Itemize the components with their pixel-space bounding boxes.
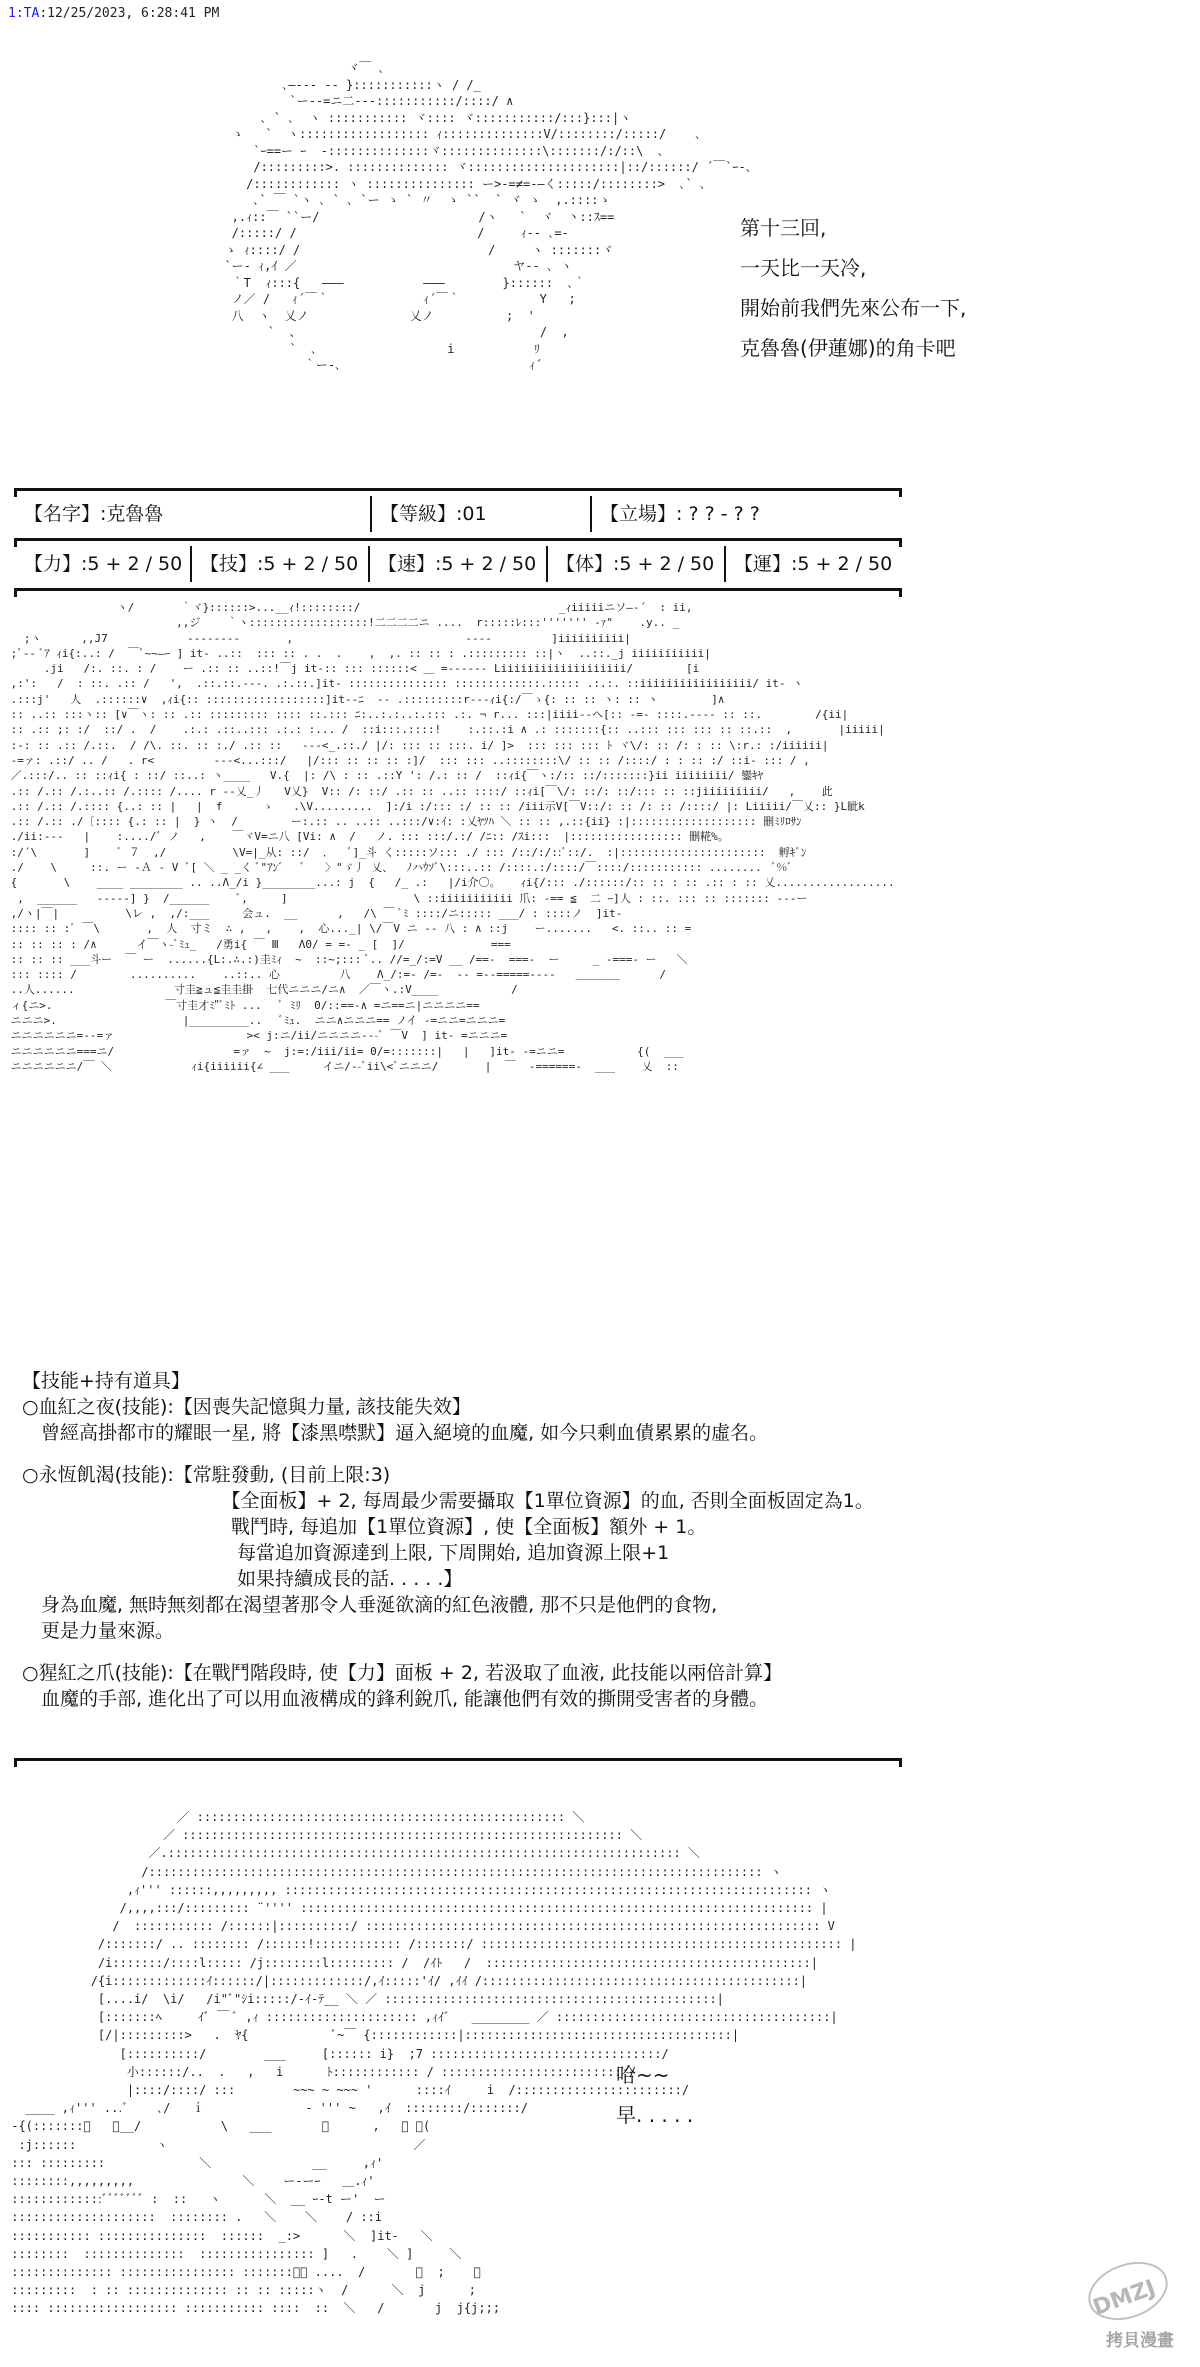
- divider-line: [14, 588, 902, 591]
- skill-eternal-thirst-line: 【全面板】+ 2, 每周最少需要攝取【1單位資源】的血, 否則全面板固定為1。: [22, 1490, 874, 1512]
- post-header: [8, 6, 219, 21]
- stat-speed: 【速】:5 + 2 / 50: [378, 553, 537, 575]
- intro-text: [740, 208, 966, 368]
- skill-eternal-thirst-desc: 更是力量來源。: [22, 1620, 175, 1642]
- skill-crimson-night-desc: 曾經高掛都市的耀眼一星, 將【漆黑噤默】逼入絕境的血魔, 如今只剩血債累累的虛名。: [22, 1422, 769, 1444]
- stat-level: 【等級】:01: [380, 503, 487, 525]
- stat-alignment: 【立場】: ? ? - ? ?: [600, 503, 760, 525]
- watermark-brand: 拷貝漫畫: [1106, 2331, 1174, 2351]
- skill-eternal-thirst-line: 如果持續成長的話. . . . .】: [22, 1568, 463, 1590]
- post-timestamp: :12/25/2023, 6:28:41 PM: [39, 6, 220, 21]
- divider-line: [14, 538, 902, 541]
- dialog-text: [616, 2055, 693, 2135]
- stat-strength: 【力】:5 + 2 / 50: [24, 553, 183, 575]
- skill-eternal-thirst-name: ○永恆飢渴(技能):【常駐發動, (目前上限:3): [22, 1464, 391, 1486]
- skill-scarlet-claw-desc: 血魔的手部, 進化出了可以用血液構成的鋒利銳爪, 能讓他們有效的撕開受害者的身體。: [22, 1688, 769, 1710]
- dialog-line-yawn: 哈~~: [616, 2063, 670, 2087]
- skill-eternal-thirst-desc: 身為血魔, 無時無刻都在渴望著那令人垂涎欲滴的紅色液體, 那不只是他們的食物,: [22, 1594, 718, 1616]
- intro-line: 一天比一天冷,: [740, 256, 867, 280]
- stats-row-attributes: [14, 544, 902, 584]
- watermark: [1068, 2259, 1174, 2351]
- ascii-art-yawning-figure: ／ ::::::::::::::::::::::::::::::::::::::::::::::::::: ＼ ／ ::::::::::::::::::::::::::::::::::::::::::::::::::::::::::::: ＼ ／.::::::::::::::::::::::::::::::::::::::::::::::::::::::::::::::::::::::: ＼ /::::::::::::::::::::::::::::::::::::::::::::::::::::::::::::::::::::::::::::::::::::: ヽ ,ｨ''' ::::::,,,,,,,,, ::::::::::::::::::::::::::::::::::::::::::::::::::::::::::::::::::::::::: ヽ /,,,,:::/::::::::: ¨'''' ::::::::::::::::::::::::::::::::::::::::::::::::::::::::::::::::::::::: | / ::::::::::: /::::::|::::::::::/ ::::::::::::::::::::::::::::::::::::::::::::::::::::::::::::::: V /:::::::/ .. :::::::: /::::::!:::::::::::: /:::::::/ :::::::::::::::::::::::::::::::::::::::::::::::::: | /i:::::::/::::l::::: /j::::::::l::::::::: / /ｲﾄ / :::::::::::::::::::::::::::::::::::::::::::::| /{i:::::::::::::ｲ::::::/|:::::::::::::/,ｲ:::::'ｲ/ ,ｲｲ /::::::::::::::::::::::::::::::::::::::::::::| [....i/ \i/ /i"ﾞ"ｼi:::::/-ｲ-ﾃ__ ＼ ／ ::::::::::::::::::::::::::::::::::::::::::::::| [:::::::ﾍ ｲﾞ ￣ ﾞ ,ｨ ::::::::::::::::::::: ,ｨｲﾞ ________ ／ ::::::::::::::::::::::::::::::::::::::| [/|:::::::::> . ﾔ{ ﾞ~￣ {::::::::::::|:::::::::::::::::::::::::::::::::::::| [::::::::::/ ___ [:::::: i} ;7 ::::::::::::::::::::::::::::::::/ 小::::::/.. . , i ﾄ:::::::::::: / ::::::::::::::::::::::::::/ |::::/::::/ ::: ~~~ ~ ~~~ ' ::::ｲ i /:::::::::::::::::::::::/ ____ ,ｨ''' ...ﾞ ､/ ｉ ‐ ''' ~ ,ｲ ::::::::/:::::::/ -{(:::::::ﾞ 、__/ \ ___ ー , ／ ﾞ( :j:::::: ヽ ／ ::: ::::::::: ＼ __ ,ｨ' ::::::::,,,,,,,,, ＼ ー-ーｰ ＿.ｨ' :::::::::::::ﾞﾞﾞﾞﾞﾞﾞ : :: ヽ ＼ __ ｰ-t ー' ー :::::::::::::::::::: :::::::: . ＼ ＼ / ::i ::::::::::: ::::::::::::::: :::::: _:> ＼ ]it- ＼ :::::::: :::::::::::::: :::::::::::::::: ] . ＼ ] ＼ :::::::::::::: :::::::::::::::: :::::::ﾞﾞ .... / ＼ ; ＼ ::::::::: : :: :::::::::::::: :: :: :::::ヽ / ＼ j ; :::: :::::::::::::::::: ::::::::::: :::: :: ＼ / j j{j;;;: [11, 1810, 857, 2316]
- divider-line: [14, 1758, 902, 1761]
- intro-line: 開始前我們先來公布一下,: [740, 296, 967, 320]
- dmzj-logo-icon: [1068, 2259, 1174, 2329]
- post-author[interactable]: TA: [23, 6, 40, 21]
- dialog-line-morning: 早. . . . .: [616, 2103, 694, 2127]
- ascii-art-sleeping-face: ヾ￣ ､ ､―‐-- -‐ }:::::::::::ヽ / /_ `ー--=ニ二--‐:::::::::::/::::/ ∧ ､ ` ､ ヽ ::::::::::: ヾ:::: ヾ:::::::::::/:::}:::|ヽ ゝ ` ヽ:::::::::::::::::: ｨ::::::::::::::V/::::::::/:::::/ ､ `ｰ==ー ｰ -::::::::::::::ヾ::::::::::::::\:::::::/:/::\ ､ /:::::::::>. :::::::::::::: ヾ:::::::::::::::::::::|::/::::::/ ´￣`ｰ-､ /:::::::::::: ヽ ::::::::::::::: ー>-=≠=-―く:::::/::::::::> ､` ､ ､` ￣ `ヽ ､ ` ､ `ー ゝ ` 〃 ゝ `` ` ヾ ゝ ,.::::ゝ ,.ｨ::￣ ``ー/ /ヽ ` ヾ 丶::ｽ== /:::::/ / / ｨ-- ､=- ゝ ｨ::::/ / / ヽ :::::::ヾ `ー- ｨ,ｲ ／ ヤ-- ､ ヽ ｀T ｨ:::{ ――― ――― }:::::: ､｀ ノ／ / ｨ´￣｀ ｨ´￣｀ Y ; 八 ヽ 乂ノ 乂ノ ; ' ` 、 / , ` ､ i ﾘ ｀ー-､ ｨ´: [224, 61, 752, 372]
- skill-crimson-night-name: ○血紅之夜(技能):【因喪失記憶與力量, 該技能失效】: [22, 1396, 471, 1418]
- stat-body: 【体】:5 + 2 / 50: [556, 553, 715, 575]
- skill-eternal-thirst-line: 戰鬥時, 每追加【1單位資源】, 使【全面板】額外 + 1。: [22, 1516, 707, 1538]
- divider-line: [14, 488, 902, 491]
- stats-row-identity: [14, 494, 902, 534]
- skills-title: 【技能+持有道具】: [22, 1370, 190, 1392]
- stat-technique: 【技】:5 + 2 / 50: [200, 553, 359, 575]
- ascii-art-character-portrait: ヽ/ ｀ヾ}::::::>...__ｨ!::::::::/ _ｨiiiiiニソ―‐´ : ii, ,,ジ ｀ヽ::::::::::::::::::!二二二二ニ .... r:::::ﾚ:::''''''' ‐ｧ" .y.. _ ;ヽ ,,J7 -------- , ---- ]iiiiiiiiii| ;ﾞ‐- ﾞｱ ｨi{:..: / ￣ﾞ~~―ｰ ] it- ..:: ::: :: . . . , ,. :: :: : .::::::::: ::|ヽ ..::._j iiiiiiiiiii| .ji /:. ::. : / ー .:: :: ..::!￣j it-:: ::: ::::::< ＿ =------ Liiiiiiiiiiiiiiiiiii/ [i ,:': / : ::. .:: / ', .::.::.---. .:.::.]it- ::::::::::::::: :::::::::::::.::::: .:.:. ::iiiiiiiiiiiiiiiii/ it- ヽ .:::j' 人 .::::::∨ ,ｨi{:: ::::::::::::::::::]it--ﾆ -- .:::::::::r---ｨi{:/￣ゝ{: :: :: ヽ: :: ヽ ]∧ :: ..:: :::ヽ:: [∨￣ヽ: :: .:: ::::::::: :::: ::.::: ﾆ:..:.:..:.::: .:. ¬ r... :::|iiii--ヘ[:: -=- ::::.---- :: ::. /{ii| :: .:: ;: :/ ::/ . / .:.: .::..::: .:.: :... / ::i:::.::::! :.::.:i ∧ .: :::::::{:: ..::: ::: ::: :: ::.:: , |iiiii| :-: :: .:: /.::. / /\. ::. :: :./ .:: :: ---<_.::./ |/: ::: :: :::. i/ ]> ::: ::: ::: ﾄ ヾ\/: :: /: : :: \:r.: :/iiiiii| ‐=ァ: .::/ .. / . r< ---<...:::/ |/::: :: :: :: :]/ ::: ::: ..::::::::\/ :: :: /::::/ : : :: :/ ::i- ::: / , ／.:::/.. :: ::ｨi{ : ::/ ::..: ヽ____ V.{ |: /\ : :: .::Y ': /.: :: / ::ｨi{￣ヽ:/:: ::/:::::::}ii iiiiiiii/ 鑾ｷﾔ .:: /.:: /.:..:: /.:::: /.... r ‐-乂_丿 V乂} V:: /: ::/ .:: :: ..:: ::::/ ::ｨi[￣\/: ::/: ::/::: :: ::jiiiiiiiii/ , 此 .:: /.:: /.:::: {..: :: | | f ゝ .\V......... ]:/i :/::: :/ :: :: /iii示V[￣V::/: :: /: :: /::::/ |: Liiiii/￣乂:: }L眦k .:: /.:: ./〔:::: {.: :: | } ヽ / ー:.:: .. ..:: ..:::/∨:ｲ: :乂ﾔﾂﾊ ＼ :: :: ,.::{ii} :|::::::::::::::::::: 刪ﾐﾘﾛｻﾝ ./ii:--- | :..../ﾞ ノ , ￣ヾV=ニ八 [Vi: ∧ / ノ. ::: :::/.:/ /ﾆ:: /ｽi::: |::::::::::::::::: 刪糀%。 :/´\ ] ﾞ ７ ,/ \V=|_从: ::/ ． ﾞ]_斗 く:::::ソ::: ./ ::: /::/:/::ﾞ::/. :|:::::::::::::::::::::: 孵ｷﾞﾝ ./ \ ::. ー -Ａ - V ﾞ[ ＼ _ _く ﾞ"ｱﾝﾞ ﾞ 〉"ゞ丿 乂、 ﾉハｳｿﾞ\:::..:: /::::.:/::::/￣::::/::::::::::: ........ ﾞ%ﾞ { \ ____ ________ .. ..Λ_/i }________...: j { /_ .: |/i介〇。 ｨi{/::: ./::::::/:: :: : :: .:: : :: 乂.................. , ______ -----] } /______ ﾞ, ] \ ::iiiiiiiiiii 爪: -== ≦ 二 ｰ]人 : ::. ::: :: ::::::: ---ー ,/ヽ|￣| \レ , ,/:___ 会ュ. __ , /\ ￣ ﾞﾐ ::::/ニ::::: ___/ : ::::ノ ]it- :::: :: :ﾞ ￣\ , 人 寸ミ ∴ , , , 心..._| \/￣V ニ -- 八 : ∧ ::j ー....... <. ::.. :: = :: :: :: : /∧ イ￣ヽ-ﾞﾐｭ_ /勇i{ ￣ Ⅲ Λ0/ = =- _ [ ]/ === :: :: :: ___斗ー ￣ ー ......{L:.∴.:)圭ﾐｨ ~ ::~;::: ﾞ.. //=_/:=V __ /==- ===- ー _ -===- ー ＼ ::: :::: / .......... ..::.. 心 八 Λ_/:=- /=- -- =--=====---- ＿＿＿＿ / ..人...... 寸圭≧ュ≦圭圭掛 七代ニニニ/ニ∧ ／￣ヽ.:V____ / ィ{ニ>. ￣寸圭才ﾐ"ﾞﾐﾄ ... ﾞ ﾐﾘ 0/::==-∧ =ニ==ニ|ニニニニ== ニニニ>. |_________.. ﾞﾐｭ. ニニ∧ニニニ== ノイ -=ニニ=ニニニ= ニニニニニニ=--=ァ >< j:ニ/ii/ニニニニ---ﾞ ￣V ] it- =ニニニ= ニニニニニニ===ニ/ =ァ ~ j:=:/iii/ii= 0/=:::::::| | ]it- -=ニニ= {( ___ ニニニニニニ/￣ ＼ ｨi{iiiiii{∠ ___ イニ/--ﾞii\<ﾞニニニ/ | ￣ -======- ___ 乂 ::: [10, 601, 895, 1073]
- skill-eternal-thirst-line: 每當追加資源達到上限, 下周開始, 追加資源上限+1: [22, 1542, 670, 1564]
- stat-name: 【名字】:克魯魯: [24, 503, 164, 525]
- intro-line: 第十三回,: [740, 216, 827, 240]
- intro-line: 克魯魯(伊蓮娜)的角卡吧: [740, 336, 956, 360]
- stat-luck: 【運】:5 + 2 / 50: [734, 553, 893, 575]
- skill-scarlet-claw-name: ○猩紅之爪(技能):【在戰鬥階段時, 使【力】面板 + 2, 若汲取了血液, 此技能以兩倍計算】: [22, 1662, 783, 1684]
- skills-section: [22, 1368, 874, 1712]
- watermark-logo-text: DMZJ: [1089, 2275, 1159, 2321]
- post-index[interactable]: 1:: [8, 6, 24, 21]
